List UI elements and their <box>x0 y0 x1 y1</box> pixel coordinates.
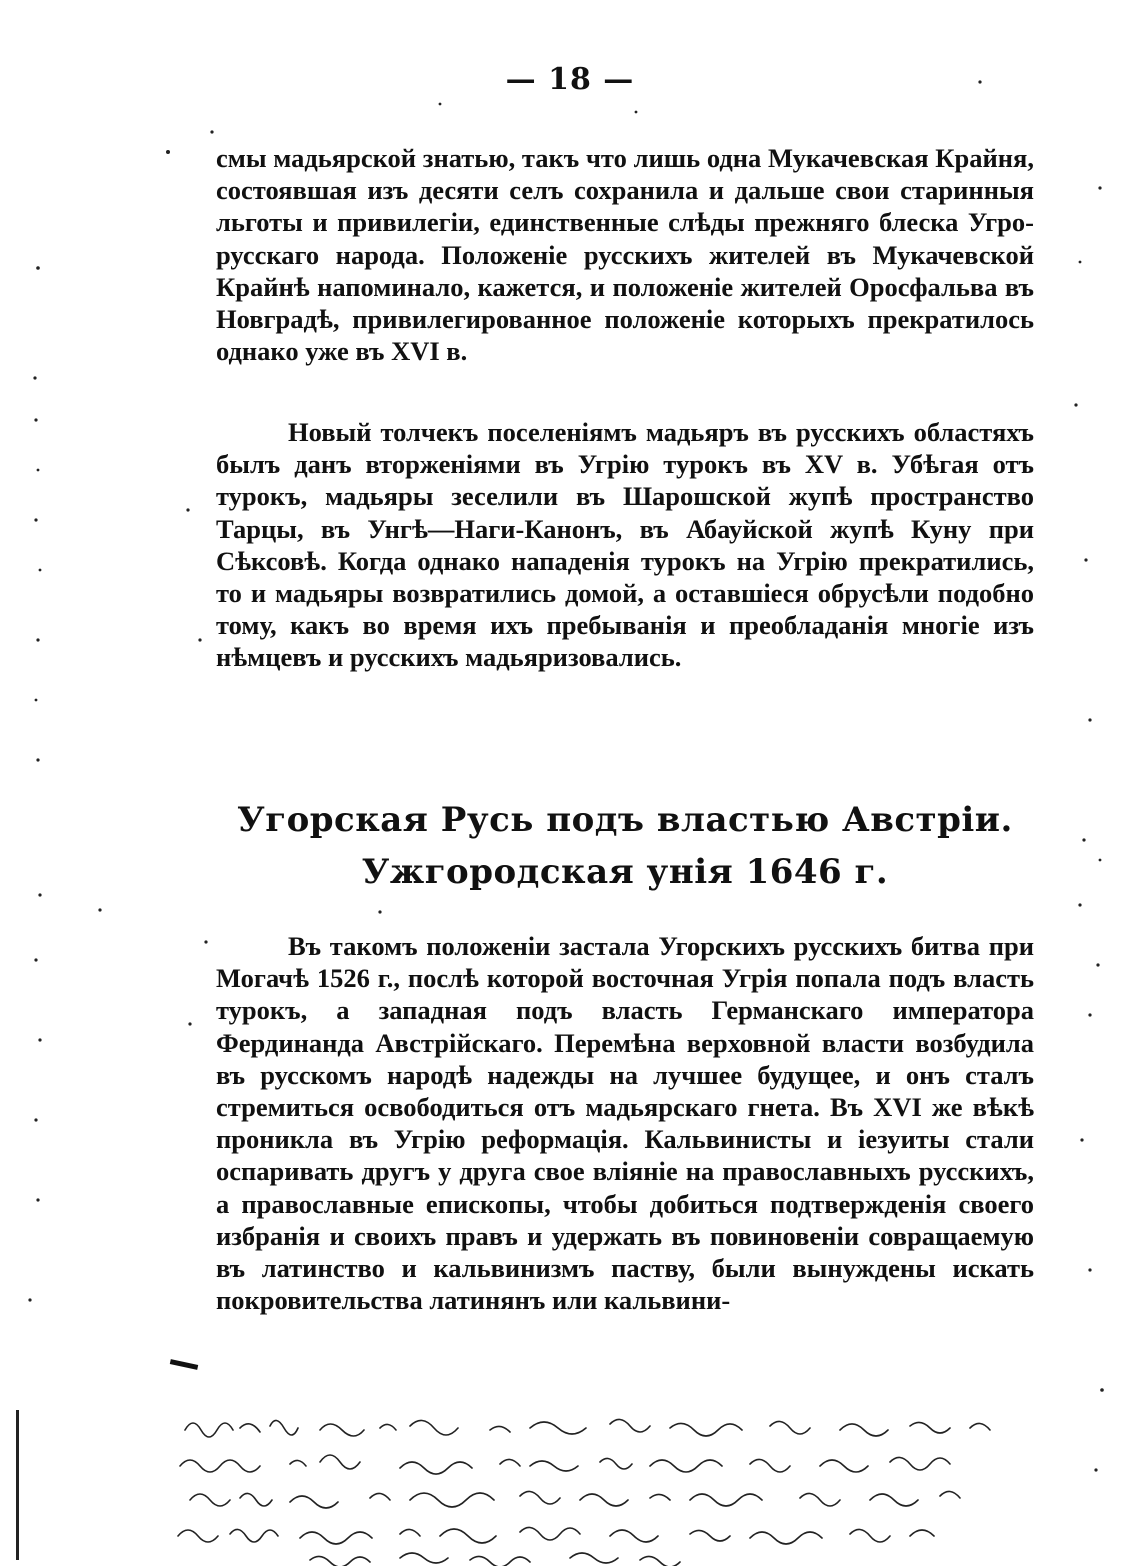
section-heading-line-2: Ужгородская унія 1646 г. <box>361 852 889 892</box>
paragraph-2: Новый толчекъ поселеніямъ мадьяръ въ русскихъ областяхъ былъ данъ вторженіями въ Угрію турокъ въ XV в. Убѣгая отъ турокъ, мадьяры зеселили въ Шарошской жупѣ пространство Тарцы, въ Унгѣ—Наги-Канонъ, въ Абауйской жупѣ Куну при Сѣксовѣ. Когда однако нападенія турокъ на Угрію прекратились, то и мадьяры возвратились домой, а оставшіеся обрусѣли подобно тому, какъ во время ихъ пребыванія и преобладанія многіе изъ нѣмцевъ и русскихъ мадьяризовались. <box>216 417 1034 673</box>
section-heading-line-1: Угорская Русь подъ властью Австріи. <box>237 800 1013 840</box>
paragraph-3: Въ такомъ положеніи застала Угорскихъ русскихъ битва при Могачѣ 1526 г., послѣ которой восточная Угрія попала подъ власть турокъ, а западная подъ власть Германскаго императора Фердинанда Австрійскаго. Перемѣна верховной власти возбудила въ русскомъ народѣ надежды на лучшее будущее, и онъ сталъ стремиться освободиться отъ мадьярскаго гнета. Въ XVI же вѣкѣ проникла въ Угрію реформація. Кальвинисты и іезуиты стали оспаривать другъ у друга свое вліяніе на православныхъ русскихъ, а православные епископы, чтобы добиться подтвержденія своего избранія и своихъ правъ и удержать въ повиновеніи совращаемую въ латинство и кальвинизмъ паству, были вынуждены искать покровительства латинянъ или кальвини- <box>216 931 1034 1316</box>
page-number: — 18 — <box>505 62 635 97</box>
paragraph-1: смы мадьярской знатью, такъ что лишь одна Мукачевская Крайня, состоявшая изъ десяти селъ сохранила и дальше свои старинныя льготы и привилегіи, единственные слѣды прежняго блеска Угро-русскаго народа. Положеніе русскихъ жителей въ Мукачевской Крайнѣ напоминало, кажется, и положеніе жителей Оросфальва въ Новградѣ, привилегированное положеніе которыхъ прекратилось однако уже въ XVI в. <box>216 143 1034 367</box>
